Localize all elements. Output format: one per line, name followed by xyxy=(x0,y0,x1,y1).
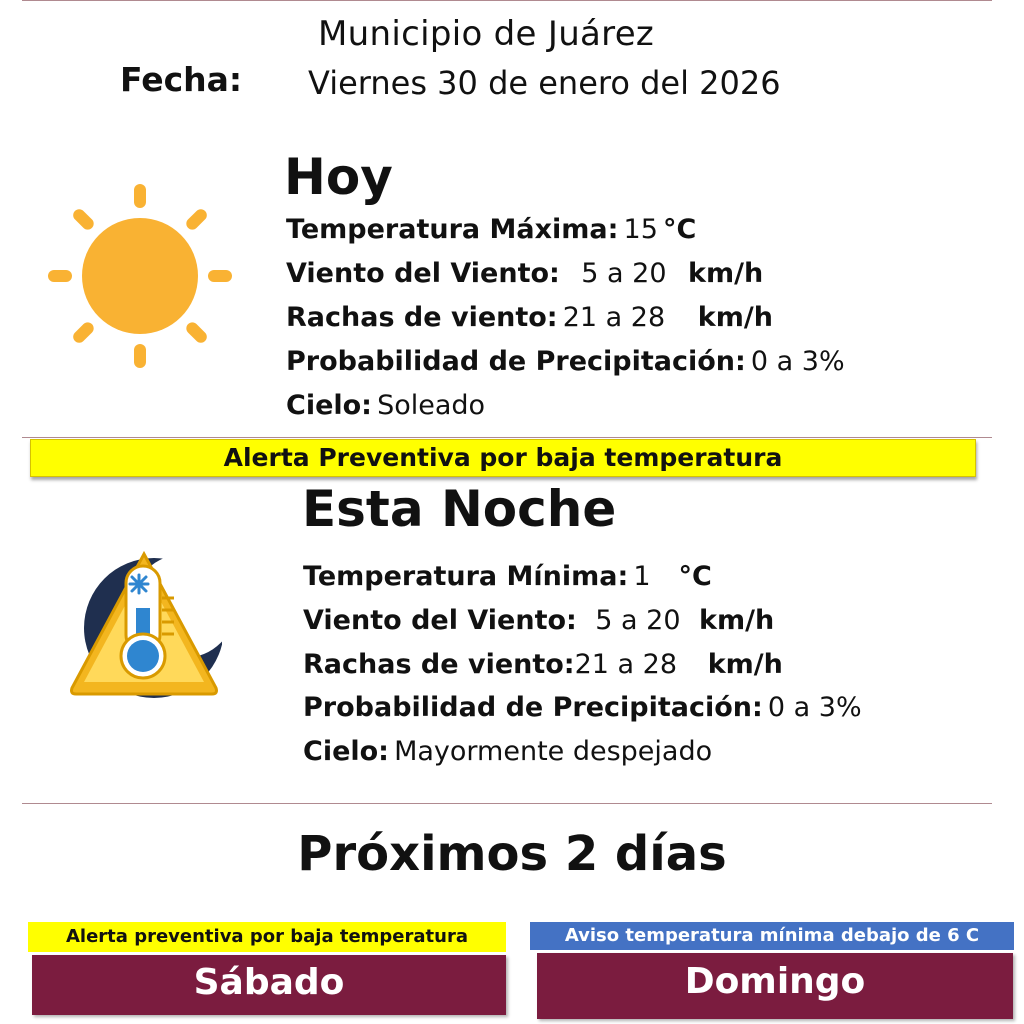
hoy-rachas-row xyxy=(286,302,773,333)
hoy-cielo-value: Soleado xyxy=(377,390,486,421)
lower-divider xyxy=(22,803,992,804)
sabado-day-box[interactable]: Sábado xyxy=(32,955,506,1015)
noche-cielo-row xyxy=(303,736,712,767)
mid-divider xyxy=(22,437,992,438)
hoy-viento-row xyxy=(286,258,763,289)
noche-temp-row xyxy=(303,561,712,592)
hoy-title: Hoy xyxy=(284,148,393,206)
noche-rachas-value: 21 a 28 xyxy=(574,649,678,680)
noche-viento-row xyxy=(303,605,774,636)
hoy-viento-unit: km/h xyxy=(688,258,764,289)
noche-rachas-unit: km/h xyxy=(707,649,783,680)
noche-title: Esta Noche xyxy=(302,480,617,538)
hoy-precip-label: Probabilidad de Precipitación: xyxy=(286,346,746,377)
sabado-alert-strip: Alerta preventiva por baja temperatura xyxy=(28,922,506,952)
hoy-temp-label: Temperatura Máxima: xyxy=(286,214,619,245)
noche-viento-unit: km/h xyxy=(699,605,775,636)
noche-precip-row xyxy=(303,692,862,723)
hoy-rachas-unit: km/h xyxy=(697,302,773,333)
sun-icon xyxy=(42,178,238,374)
hoy-precip-row xyxy=(286,346,845,377)
noche-precip-value: 0 a 3% xyxy=(767,692,862,723)
proximos-title: Próximos 2 días xyxy=(297,826,727,882)
fecha-value: Viernes 30 de enero del 2026 xyxy=(308,64,781,102)
fecha-label: Fecha: xyxy=(120,60,243,99)
hoy-precip-value: 0 a 3% xyxy=(750,346,845,377)
alerta-preventiva-banner: Alerta Preventiva por baja temperatura xyxy=(30,439,976,477)
municipio-title: Municipio de Juárez xyxy=(318,14,655,54)
noche-temp-label: Temperatura Mínima: xyxy=(303,561,629,592)
noche-cielo-value: Mayormente despejado xyxy=(394,736,713,767)
noche-cielo-label: Cielo: xyxy=(303,736,389,767)
hoy-rachas-label: Rachas de viento: xyxy=(286,302,558,333)
domingo-aviso-strip: Aviso temperatura mínima debajo de 6 C xyxy=(530,922,1014,950)
top-divider xyxy=(22,0,992,1)
domingo-day-box[interactable]: Domingo xyxy=(537,953,1013,1019)
noche-temp-unit: °C xyxy=(678,561,712,592)
hoy-viento-value: 5 a 20 xyxy=(581,258,667,289)
hoy-cielo-row xyxy=(286,390,485,421)
noche-temp-value: 1 xyxy=(633,561,651,592)
cold-thermometer-warning-icon xyxy=(66,548,222,704)
hoy-temp-row xyxy=(286,214,696,245)
noche-precip-label: Probabilidad de Precipitación: xyxy=(303,692,763,723)
noche-rachas-label: Rachas de viento: xyxy=(303,649,575,680)
hoy-cielo-label: Cielo: xyxy=(286,390,372,421)
noche-viento-label: Viento del Viento: xyxy=(303,605,577,636)
hoy-rachas-value: 21 a 28 xyxy=(562,302,666,333)
hoy-viento-label: Viento del Viento: xyxy=(286,258,560,289)
noche-rachas-row xyxy=(303,649,783,680)
hoy-temp-unit: °C xyxy=(662,214,697,245)
noche-viento-value: 5 a 20 xyxy=(595,605,681,636)
hoy-temp-value: 15 xyxy=(623,214,658,245)
